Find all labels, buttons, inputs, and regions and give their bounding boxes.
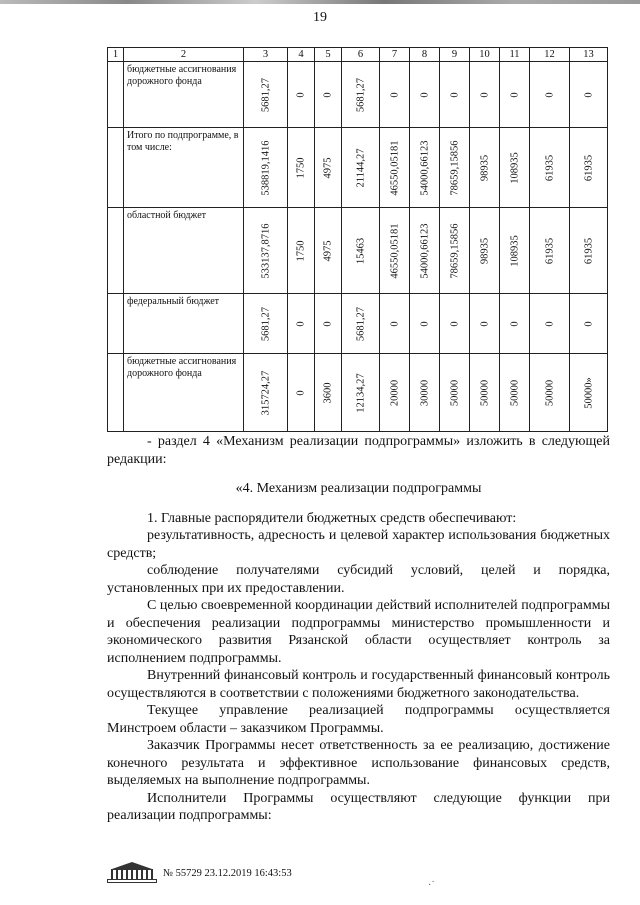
column-header: 6 — [342, 48, 380, 62]
paragraph: Текущее управление реализацией подпрограммы осуществляется Минстроем области – заказчиком Программы. — [107, 703, 610, 736]
value-cell: 1750 — [288, 208, 315, 294]
value-cell: 0 — [315, 62, 342, 128]
value-cell: 3600 — [315, 354, 342, 432]
row-number-cell — [108, 294, 124, 354]
value-cell: 0 — [470, 294, 500, 354]
paragraph: Исполнители Программы осуществляют следующие функции при реализации подпрограммы: — [107, 790, 610, 823]
table-row — [108, 294, 608, 354]
value-cell: 54000,66123 — [410, 128, 440, 208]
value-cell: 0 — [570, 62, 608, 128]
table-row — [108, 208, 608, 294]
column-header: 13 — [570, 48, 608, 62]
value-cell: 98935 — [470, 128, 500, 208]
table-row — [108, 128, 608, 208]
row-number-cell — [108, 208, 124, 294]
row-label: федеральный бюджет — [124, 294, 244, 354]
value-cell: 0 — [288, 294, 315, 354]
value-cell: 533137,8716 — [244, 208, 288, 294]
value-cell: 61935 — [570, 128, 608, 208]
scan-edge — [0, 0, 640, 4]
column-header: 2 — [124, 48, 244, 62]
value-cell: 538819,1416 — [244, 128, 288, 208]
document-body — [107, 433, 610, 825]
value-cell: 61935 — [530, 208, 570, 294]
row-number-cell — [108, 354, 124, 432]
column-header: 11 — [500, 48, 530, 62]
value-cell: 20000 — [380, 354, 410, 432]
value-cell: 108935 — [500, 208, 530, 294]
value-cell: 0 — [410, 294, 440, 354]
value-cell: 46550,05181 — [380, 208, 410, 294]
value-cell: 5681,27 — [244, 294, 288, 354]
value-cell: 5681,27 — [342, 62, 380, 128]
column-header: 10 — [470, 48, 500, 62]
paragraph: 1. Главные распорядители бюджетных средств обеспечивают: — [147, 510, 517, 526]
value-cell: 1750 — [288, 128, 315, 208]
document-footer — [107, 862, 292, 884]
table-header-row — [108, 48, 608, 62]
value-cell: 5681,27 — [244, 62, 288, 128]
value-cell: 78659,15856 — [440, 208, 470, 294]
paragraph: результативность, адресность и целевой характер использования бюджетных средств; — [107, 528, 610, 561]
value-cell: 21144,27 — [342, 128, 380, 208]
value-cell: 0 — [315, 294, 342, 354]
value-cell: 30000 — [410, 354, 440, 432]
paragraph: С целью своевременной координации действий исполнителей подпрограммы и обеспечения реализации подпрограммы министерство промышленности и экономического развития Рязанской области осуществляет контроль за исполнением подпрограммы. — [107, 598, 610, 666]
value-cell: 0 — [530, 294, 570, 354]
paragraph: соблюдение получателями субсидий условий, целей и порядка, установленных при их предоставлении. — [107, 563, 610, 596]
column-header: 1 — [108, 48, 124, 62]
page-number: 19 — [313, 10, 327, 25]
row-number-cell — [108, 128, 124, 208]
column-header: 5 — [315, 48, 342, 62]
value-cell: 315724,27 — [244, 354, 288, 432]
value-cell: 0 — [440, 62, 470, 128]
value-cell: 0 — [288, 62, 315, 128]
value-cell: 0 — [500, 294, 530, 354]
value-cell: 50000 — [470, 354, 500, 432]
column-header: 3 — [244, 48, 288, 62]
row-label: областной бюджет — [124, 208, 244, 294]
value-cell: 0 — [500, 62, 530, 128]
row-label: бюджетные ассигнования дорожного фонда — [124, 62, 244, 128]
value-cell: 0 — [288, 354, 315, 432]
paragraph: Заказчик Программы несет ответственность за ее реализацию, достижение конечного результата и эффективное использование финансовых средств, выделяемых на выполнение подпрограммы. — [107, 738, 610, 788]
table-row — [108, 354, 608, 432]
value-cell: 4975 — [315, 208, 342, 294]
row-number-cell — [108, 62, 124, 128]
value-cell: 61935 — [530, 128, 570, 208]
value-cell: 46550,05181 — [380, 128, 410, 208]
government-building-logo-icon — [107, 862, 157, 884]
value-cell: 50000 — [440, 354, 470, 432]
value-cell: 50000 — [500, 354, 530, 432]
column-header: 12 — [530, 48, 570, 62]
value-cell: 78659,15856 — [440, 128, 470, 208]
value-cell: 61935 — [570, 208, 608, 294]
value-cell: 50000» — [570, 354, 608, 432]
value-cell: 108935 — [500, 128, 530, 208]
value-cell: 0 — [440, 294, 470, 354]
registration-stamp: № 55729 23.12.2019 16:43:53 — [163, 867, 292, 879]
value-cell: 0 — [470, 62, 500, 128]
value-cell: 0 — [530, 62, 570, 128]
value-cell: 98935 — [470, 208, 500, 294]
value-cell: 54000,66123 — [410, 208, 440, 294]
row-label: бюджетные ассигнования дорожного фонда — [124, 354, 244, 432]
value-cell: 12134,27 — [342, 354, 380, 432]
column-header: 7 — [380, 48, 410, 62]
scan-mark: ·˙ — [428, 880, 435, 891]
column-header: 9 — [440, 48, 470, 62]
paragraph: Внутренний финансовый контроль и государственный финансовый контроль осуществляются в соответствии с положениями бюджетного законодательства. — [107, 668, 610, 701]
table-row — [108, 62, 608, 128]
value-cell: 50000 — [530, 354, 570, 432]
value-cell: 4975 — [315, 128, 342, 208]
value-cell: 0 — [570, 294, 608, 354]
value-cell: 5681,27 — [342, 294, 380, 354]
value-cell: 0 — [380, 294, 410, 354]
value-cell: 0 — [380, 62, 410, 128]
value-cell: 15463 — [342, 208, 380, 294]
section-intro: - раздел 4 «Механизм реализации подпрограммы» изложить в следующей редакции: — [107, 434, 610, 467]
budget-table — [107, 47, 608, 432]
column-header: 8 — [410, 48, 440, 62]
section-heading: «4. Механизм реализации подпрограммы — [235, 481, 482, 496]
value-cell: 0 — [410, 62, 440, 128]
column-header: 4 — [288, 48, 315, 62]
row-label: Итого по подпрограмме, в том числе: — [124, 128, 244, 208]
